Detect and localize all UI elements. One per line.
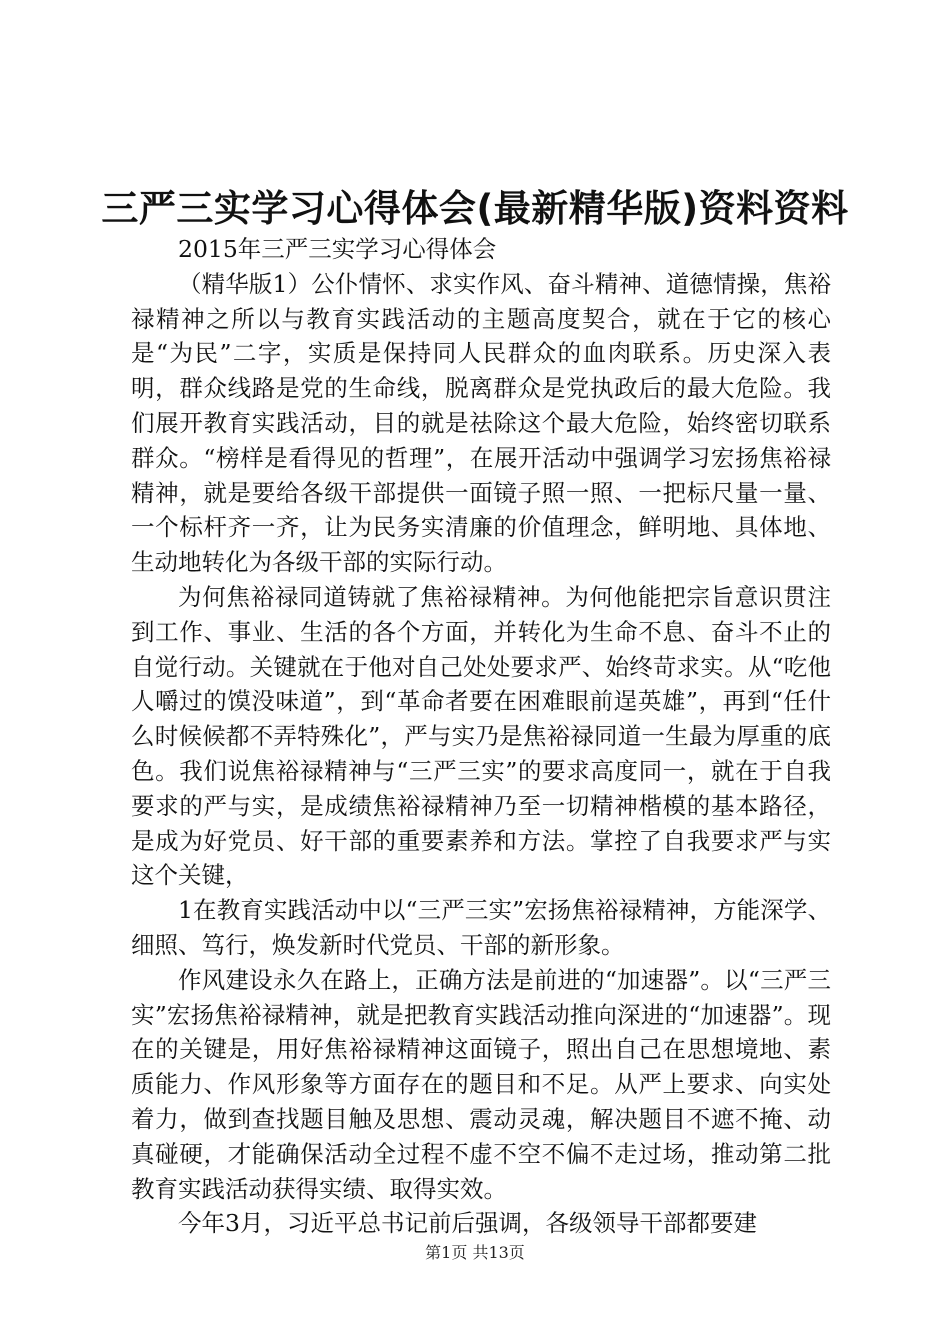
document-body bbox=[131, 232, 831, 1241]
document-title: 三严三实学习心得体会(最新精华版)资料资料 bbox=[101, 187, 849, 230]
paragraph: 为何焦裕禄同道铸就了焦裕禄精神。为何他能把宗旨意识贯注到工作、事业、生活的各个方面，并转化为生命不息、奋斗不止的自觉行动。关键就在于他对自己处处要求严、始终苛求实。从“吃他人嚼过的馍没味道”，到“革命者要在困难眼前逞英雄”，再到“任什么时候候都不弄特殊化”，严与实乃是焦裕禄同道一生最为厚重的底色。我们说焦裕禄精神与“三严三实”的要求高度同一，就在于自我要求的严与实，是成绩焦裕禄精神乃至一切精神楷模的基本路径，是成为好党员、好干部的重要素养和方法。掌控了自我要求严与实这个关键， bbox=[131, 582, 831, 890]
paragraph: 作风建设永久在路上，正确方法是前进的“加速器”。以“三严三实”宏扬焦裕禄精神，就是把教育实践活动推向深进的“加速器”。现在的关键是，用好焦裕禄精神这面镜子，照出自己在思想境地、素质能力、作风形象等方面存在的题目和不足。从严上要求、向实处着力，做到查找题目触及思想、震动灵魂，解决题目不遮不掩、动真碰硬，才能确保活动全过程不虚不空不偏不走过场，推动第二批教育实践活动获得实绩、取得实效。 bbox=[131, 965, 831, 1203]
page-number-footer: 第1页 共13页 bbox=[425, 1243, 525, 1262]
document-subtitle: 2015年三严三实学习心得体会 bbox=[178, 235, 497, 263]
paragraph: 今年3月，习近平总书记前后强调，各级领导干部都要建 bbox=[178, 1209, 757, 1238]
paragraph: （精华版1）公仆情怀、求实作风、奋斗精神、道德情操，焦裕禄精神之所以与教育实践活动的主题高度契合，就在于它的核心是“为民”二字，实质是保持同人民群众的血肉联系。历史深入表明，群众线路是党的生命线，脱离群众是党执政后的最大危险。我们展开教育实践活动，目的就是祛除这个最大危险，始终密切联系群众。“榜样是看得见的哲理”，在展开活动中强调学习宏扬焦裕禄精神，就是要给各级干部提供一面镜子照一照、一把标尺量一量、一个标杆齐一齐，让为民务实清廉的价值理念，鲜明地、具体地、生动地转化为各级干部的实际行动。 bbox=[131, 269, 831, 577]
paragraph: 1在教育实践活动中以“三严三实”宏扬焦裕禄精神，方能深学、细照、笃行，焕发新时代党员、干部的新形象。 bbox=[131, 896, 831, 959]
